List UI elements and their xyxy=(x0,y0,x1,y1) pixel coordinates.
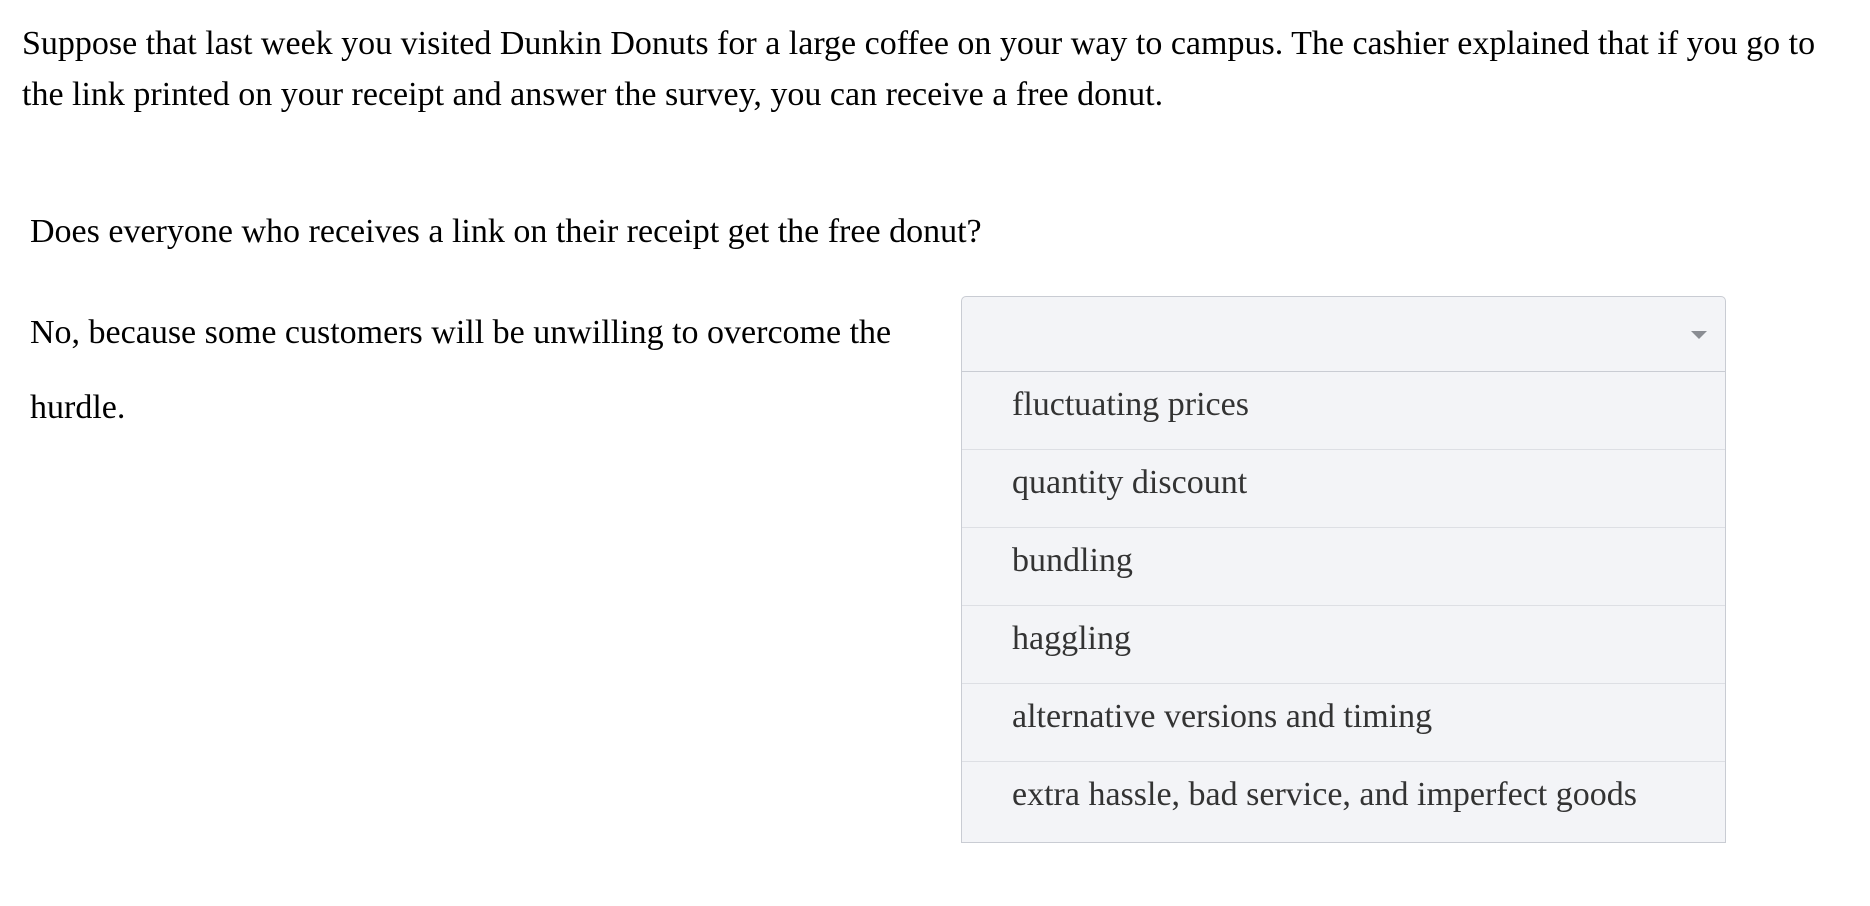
dropdown-options-list xyxy=(961,372,1726,843)
chevron-down-icon[interactable] xyxy=(1691,331,1707,339)
intro-paragraph: Suppose that last week you visited Dunkin Donuts for a large coffee on your way to campus. The cashier explained that if you go to the link printed on your receipt and answer the survey, you can receive a free donut. xyxy=(22,25,1816,113)
answer-prefix: No, because some customers will be unwilling to overcome the xyxy=(30,314,892,351)
question-text: Does everyone who receives a link on their receipt get the free donut? xyxy=(30,213,982,250)
dropdown-option-quantity-discount[interactable]: quantity discount xyxy=(962,450,1725,528)
dropdown-option-alternative-versions[interactable]: alternative versions and timing xyxy=(962,684,1725,762)
dropdown-option-haggling[interactable]: haggling xyxy=(962,606,1725,684)
dropdown-option-fluctuating-prices[interactable]: fluctuating prices xyxy=(962,372,1725,450)
answer-suffix: hurdle. xyxy=(30,389,126,426)
dropdown-option-extra-hassle[interactable]: extra hassle, bad service, and imperfect goods xyxy=(1012,776,1637,813)
dropdown-option-bundling[interactable]: bundling xyxy=(962,528,1725,606)
hurdle-dropdown[interactable] xyxy=(961,296,1726,372)
